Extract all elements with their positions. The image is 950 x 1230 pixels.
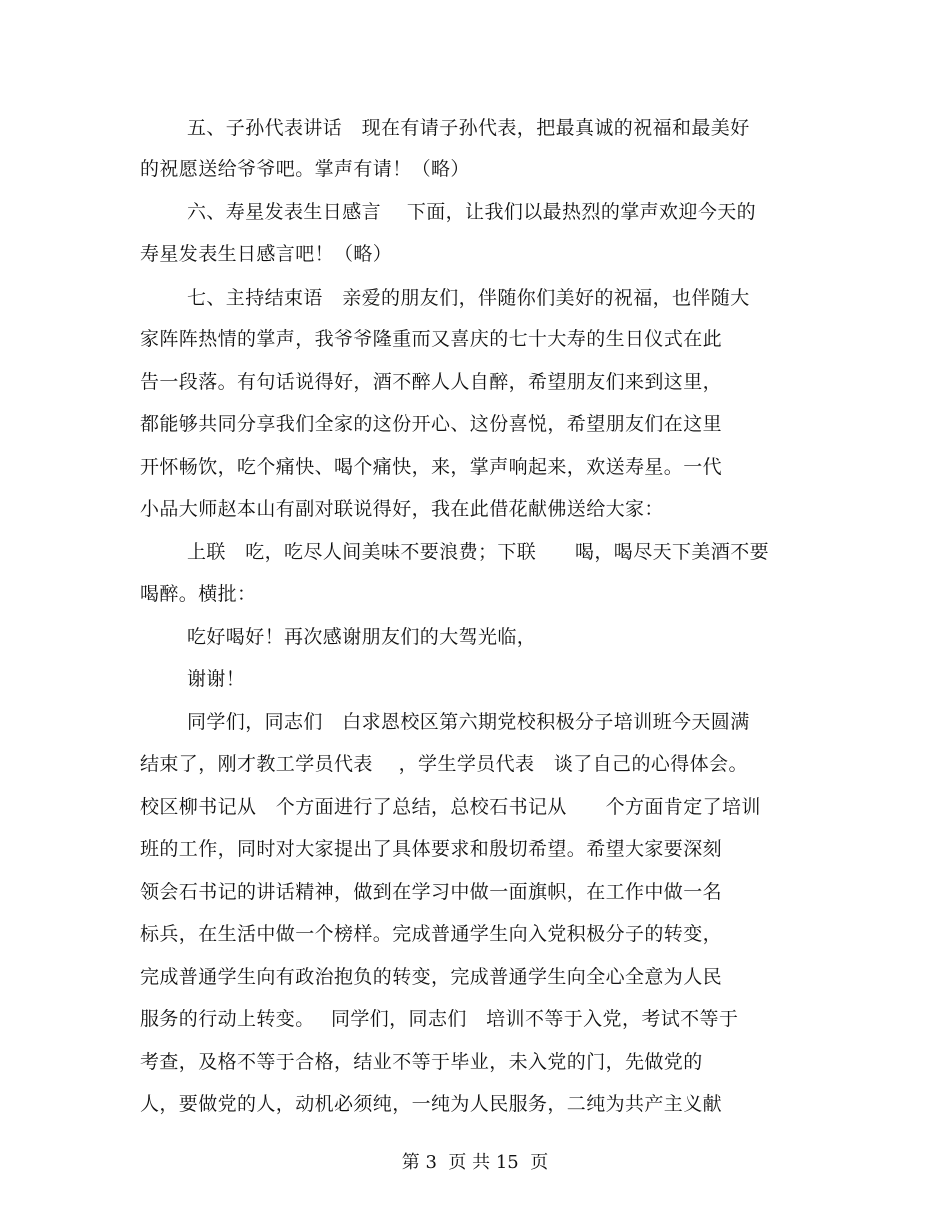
text-line: 标兵，在生活中做一个榜样。完成普通学生向入党积极分子的转变，: [140, 923, 723, 945]
text-line: 小品大师赵本山有副对联说得好，我在此借花献佛送给大家：: [140, 498, 664, 520]
text-line: 七、主持结束语 亲爱的朋友们，伴随你们美好的祝福，也伴随大: [187, 287, 750, 309]
text-line: 完成普通学生向有政治抱负的转变，完成普通学生向全心全意为人民: [140, 966, 723, 988]
text-line: 寿星发表生日感言吧！（略）: [140, 243, 393, 265]
text-line: 告一段落。有句话说得好，酒不醉人人自醉，希望朋友们来到这里，: [140, 371, 723, 393]
text-line: 都能够共同分享我们全家的这份开心、这份喜悦，希望朋友们在这里: [140, 413, 723, 435]
text-line: 班的工作，同时对大家提出了具体要求和殷切希望。希望大家要深刻: [140, 838, 723, 860]
text-line: 领会石书记的讲话精神，做到在学习中做一面旗帜，在工作中做一名: [140, 881, 723, 903]
text-line: 谢谢！: [187, 668, 246, 690]
text-line: 家阵阵热情的掌声，我爷爷隆重而又喜庆的七十大寿的生日仪式在此: [140, 328, 723, 350]
text-line: 考查，及格不等于合格，结业不等于毕业，未入党的门，先做党的: [140, 1051, 703, 1073]
page-number-footer: 第 3 页 共 15 页: [401, 1152, 549, 1173]
text-line: 开怀畅饮，吃个痛快、喝个痛快，来，掌声响起来，欢送寿星。一代: [140, 456, 723, 478]
text-line: 上联 吃，吃尽人间美味不要浪费；下联 喝，喝尽天下美酒不要: [187, 541, 770, 563]
text-line: 吃好喝好！再次感谢朋友们的大驾光临，: [187, 626, 537, 648]
text-line: 服务的行动上转变。 同学们，同志们 培训不等于入党，考试不等于: [140, 1008, 739, 1030]
text-line: 校区柳书记从 个方面进行了总结，总校石书记从 个方面肯定了培训: [140, 796, 761, 818]
text-line: 人，要做党的人，动机必须纯，一纯为人民服务，二纯为共产主义献: [140, 1093, 723, 1115]
text-line: 的祝愿送给爷爷吧。掌声有请！（略）: [140, 158, 470, 180]
text-line: 五、子孙代表讲话 现在有请子孙代表，把最真诚的祝福和最美好: [187, 117, 750, 139]
text-line: 同学们，同志们 白求恩校区第六期党校积极分子培训班今天圆满: [187, 711, 750, 733]
text-line: 结束了，刚才教工学员代表 ，学生学员代表 谈了自己的心得体会。: [140, 753, 748, 775]
text-line: 喝醉。横批：: [140, 583, 257, 605]
text-line: 六、寿星发表生日感言 下面，让我们以最热烈的掌声欢迎今天的: [187, 201, 757, 223]
